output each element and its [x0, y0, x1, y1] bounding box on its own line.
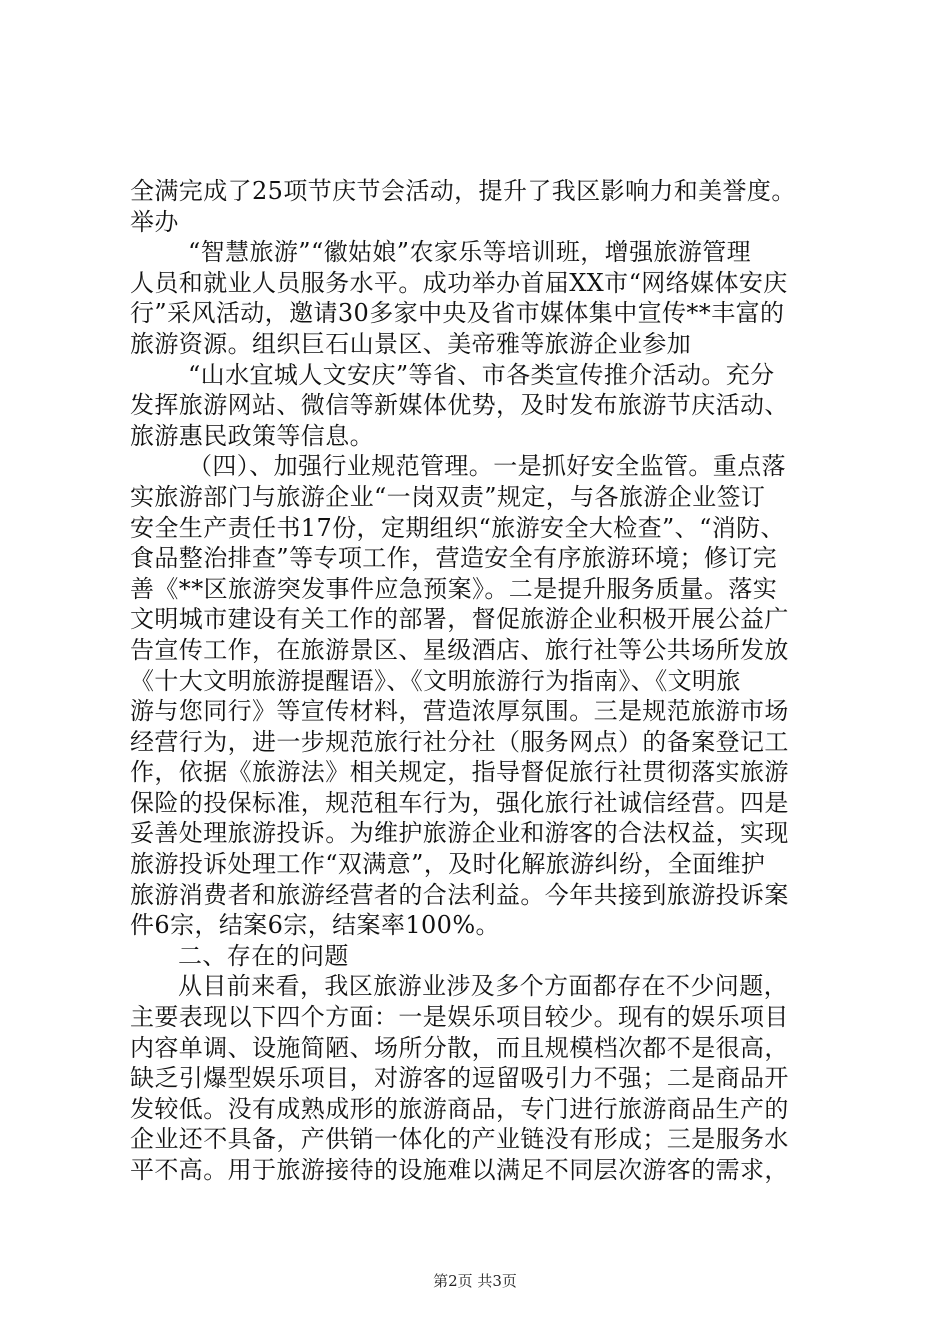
text-line: 发较低。没有成熟成形的旅游商品，专门进行旅游商品生产的 [130, 1094, 789, 1123]
body-text [130, 176, 830, 1186]
section-heading: 二、存在的问题 [178, 941, 349, 970]
text-line: 企业还不具备，产供销一体化的产业链没有形成；三是服务水 [130, 1125, 789, 1154]
text-line: （四）、加强行业规范管理。一是抓好安全监管。重点落 [188, 452, 786, 481]
text-line: 妥善处理旅游投诉。为维护旅游企业和游客的合法权益，实现 [130, 819, 789, 848]
text-line: 旅游资源。组织巨石山景区、美帝雅等旅游企业参加 [130, 329, 692, 358]
text-line: 旅游投诉处理工作“双满意”，及时化解旅游纠纷，全面维护 [130, 850, 766, 879]
text-line: 保险的投保标准，规范租车行为，强化旅行社诚信经营。四是 [130, 788, 789, 817]
text-line: 发挥旅游网站、微信等新媒体优势，及时发布旅游节庆活动、 [130, 391, 789, 420]
text-line: 《十大文明旅游提醒语》、《文明旅游行为指南》、《文明旅 [130, 666, 741, 695]
text-line: 从目前来看，我区旅游业涉及多个方面都存在不少问题， [178, 972, 788, 1001]
text-line: 安全生产责任书17份，定期组织“旅游安全大检查”、“消防、 [130, 513, 785, 542]
text-line: 行”采风活动，邀请30多家中央及省市媒体集中宣传**丰富的 [130, 299, 785, 328]
text-line: “山水宜城人文安庆”等省、市各类宣传推介活动。充分 [188, 360, 775, 389]
text-line: 旅游消费者和旅游经营者的合法利益。今年共接到旅游投诉案 [130, 880, 789, 909]
text-line: 作，依据《旅游法》相关规定，指导督促旅行社贯彻落实旅游 [130, 758, 789, 787]
text-line: 善《**区旅游突发事件应急预案》。二是提升服务质量。落实 [130, 574, 778, 603]
text-line: 人员和就业人员服务水平。成功举办首届XX市“网络媒体安庆 [130, 268, 788, 297]
text-line: 文明城市建设有关工作的部署，督促旅游企业积极开展公益广 [130, 605, 789, 634]
page-number: 第2页 共3页 [433, 1272, 517, 1290]
text-line: 缺乏引爆型娱乐项目，对游客的逗留吸引力不强；二是商品开 [130, 1064, 789, 1093]
text-line: 内容单调、设施简陋、场所分散，而且规模档次都不是很高， [130, 1033, 789, 1062]
text-line: 件6宗，结案6宗，结案率100%。 [130, 911, 500, 940]
text-line: 经营行为，进一步规范旅行社分社（服务网点）的备案登记工 [130, 727, 789, 756]
text-line: 实旅游部门与旅游企业“一岗双责”规定，与各旅游企业签订 [130, 482, 766, 511]
text-line: 食品整治排查”等专项工作，营造安全有序旅游环境；修订完 [130, 544, 778, 573]
text-line: 旅游惠民政策等信息。 [130, 421, 374, 450]
text-line: “智慧旅游”“徽姑娘”农家乐等培训班，增强旅游管理 [188, 238, 752, 267]
text-line: 主要表现以下四个方面：一是娱乐项目较少。现有的娱乐项目 [130, 1003, 789, 1032]
text-line: 举办 [130, 207, 179, 236]
page-footer [0, 1271, 950, 1291]
text-line: 平不高。用于旅游接待的设施难以满足不同层次游客的需求， [130, 1156, 789, 1184]
text-line: 全满完成了25项节庆节会活动，提升了我区影响力和美誉度。 [130, 177, 796, 205]
text-line: 游与您同行》等宣传材料，营造浓厚氛围。三是规范旅游市场 [130, 697, 789, 726]
text-line: 告宣传工作，在旅游景区、星级酒店、旅行社等公共场所发放 [130, 635, 789, 664]
